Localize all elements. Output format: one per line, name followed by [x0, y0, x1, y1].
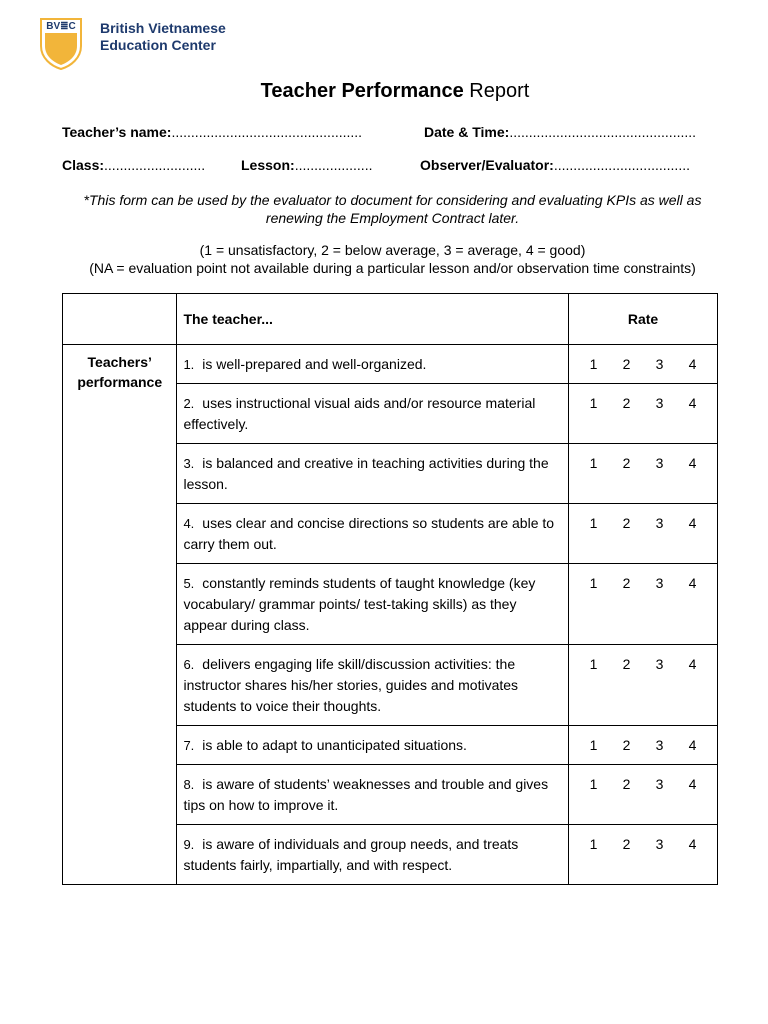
table-header-row [63, 294, 718, 345]
criterion-number: 9. [183, 837, 195, 852]
rating-cell [569, 345, 718, 384]
criterion-cell [177, 504, 569, 564]
rating-cell [569, 384, 718, 444]
criterion-cell [177, 564, 569, 645]
rating-option-4[interactable]: 4 [688, 395, 697, 411]
rating-option-2[interactable]: 2 [622, 656, 631, 672]
category-cell: Teachers’ performance [63, 345, 177, 885]
rating-option-3[interactable]: 3 [655, 395, 664, 411]
criterion-number: 5. [183, 576, 195, 591]
rating-cell [569, 765, 718, 825]
criterion-cell [177, 444, 569, 504]
lesson-blank[interactable]: .................... [294, 157, 373, 173]
rating-option-3[interactable]: 3 [655, 356, 664, 372]
rating-option-4[interactable]: 4 [688, 575, 697, 591]
rating-option-1[interactable]: 1 [589, 656, 598, 672]
rating-option-1[interactable]: 1 [589, 575, 598, 591]
rating-option-2[interactable]: 2 [622, 455, 631, 471]
criterion-text: uses instructional visual aids and/or resource material effectively. [183, 395, 536, 432]
rating-cell [569, 726, 718, 765]
lesson-label: Lesson: [241, 157, 295, 173]
evaluation-table [62, 293, 718, 885]
rating-option-2[interactable]: 2 [622, 395, 631, 411]
rating-option-3[interactable]: 3 [655, 836, 664, 852]
date-time-field[interactable] [424, 124, 696, 140]
criterion-number: 8. [183, 777, 195, 792]
org-line-1: British Vietnamese [100, 20, 226, 36]
date-time-blank[interactable]: ................................................ [509, 124, 697, 140]
criterion-text: is aware of students’ weaknesses and trouble and gives tips on how to improve it. [183, 776, 549, 813]
logo-lettering: BV≣C [46, 21, 76, 32]
rating-option-3[interactable]: 3 [655, 515, 664, 531]
rating-option-2[interactable]: 2 [622, 356, 631, 372]
class-label: Class: [62, 157, 105, 173]
na-note: (NA = evaluation point not available during a particular lesson and/or observation time constraints) [89, 260, 696, 276]
criterion-text: uses clear and concise directions so students are able to carry them out. [183, 515, 555, 552]
observer-label: Observer/Evaluator: [420, 157, 554, 173]
rating-option-4[interactable]: 4 [688, 776, 697, 792]
criterion-number: 4. [183, 516, 195, 531]
page-title [0, 80, 768, 103]
class-field[interactable] [62, 157, 205, 173]
title-suffix: Report [463, 80, 530, 102]
rating-option-2[interactable]: 2 [622, 737, 631, 753]
criterion-text: is aware of individuals and group needs, and treats students fairly, impartially, and with respect. [183, 836, 519, 873]
organization-name [100, 20, 226, 54]
rating-option-2[interactable]: 2 [622, 836, 631, 852]
criterion-text: is well-prepared and well-organized. [202, 356, 427, 372]
bvec-logo [38, 16, 84, 70]
rating-cell [569, 645, 718, 726]
title-main: Teacher Performance [260, 80, 464, 102]
rating-option-1[interactable]: 1 [589, 455, 598, 471]
category-header [63, 294, 177, 345]
criterion-cell [177, 765, 569, 825]
rating-option-3[interactable]: 3 [655, 776, 664, 792]
criterion-cell [177, 384, 569, 444]
teacher-name-blank[interactable]: ................................................. [171, 124, 363, 140]
rating-cell [569, 504, 718, 564]
rating-option-2[interactable]: 2 [622, 515, 631, 531]
form-note: *This form can be used by the evaluator to document for considering and evaluating KPIs as well as renewing the Employment Contract later. [83, 192, 702, 226]
table-body [63, 345, 718, 885]
rating-option-3[interactable]: 3 [655, 455, 664, 471]
rating-option-4[interactable]: 4 [688, 656, 697, 672]
criterion-text: constantly reminds students of taught knowledge (key vocabulary/ grammar points/ test-taking skills) as they appear during class. [183, 575, 536, 633]
rating-option-1[interactable]: 1 [589, 515, 598, 531]
criterion-number: 6. [183, 657, 195, 672]
criterion-cell [177, 345, 569, 384]
criterion-text: is able to adapt to unanticipated situations. [202, 737, 467, 753]
criterion-cell [177, 726, 569, 765]
criterion-number: 2. [183, 396, 195, 411]
criterion-number: 1. [183, 357, 195, 372]
rating-option-4[interactable]: 4 [688, 356, 697, 372]
rating-option-1[interactable]: 1 [589, 395, 598, 411]
criterion-number: 7. [183, 738, 195, 753]
rating-cell [569, 444, 718, 504]
rating-option-4[interactable]: 4 [688, 836, 697, 852]
rating-option-2[interactable]: 2 [622, 575, 631, 591]
teacher-header: The teacher... [177, 294, 569, 345]
criterion-text: delivers engaging life skill/discussion activities: the instructor shares his/her stories, guides and motivates students to voice their thoughts. [183, 656, 519, 714]
criterion-text: is balanced and creative in teaching activities during the lesson. [183, 455, 549, 492]
observer-blank[interactable]: ................................... [553, 157, 690, 173]
rating-option-4[interactable]: 4 [688, 737, 697, 753]
rating-cell [569, 564, 718, 645]
org-line-2: Education Center [100, 37, 216, 53]
date-time-label: Date & Time: [424, 124, 510, 140]
rating-cell [569, 825, 718, 885]
observer-field[interactable] [420, 157, 690, 173]
teacher-name-field[interactable] [62, 124, 362, 140]
criterion-cell [177, 825, 569, 885]
rating-option-1[interactable]: 1 [589, 836, 598, 852]
criterion-cell [177, 645, 569, 726]
rating-option-2[interactable]: 2 [622, 776, 631, 792]
rating-scale-note: (1 = unsatisfactory, 2 = below average, 3 = average, 4 = good) [199, 242, 586, 258]
rating-option-4[interactable]: 4 [688, 455, 697, 471]
rating-option-4[interactable]: 4 [688, 515, 697, 531]
class-blank[interactable]: .......................... [104, 157, 206, 173]
teacher-name-label: Teacher’s name: [62, 124, 172, 140]
rating-option-3[interactable]: 3 [655, 656, 664, 672]
rating-option-3[interactable]: 3 [655, 737, 664, 753]
rate-header: Rate [569, 294, 718, 345]
rating-option-1[interactable]: 1 [589, 356, 598, 372]
rating-option-1[interactable]: 1 [589, 776, 598, 792]
rating-option-3[interactable]: 3 [655, 575, 664, 591]
lesson-field[interactable] [241, 157, 372, 173]
table-row [63, 345, 718, 384]
rating-option-1[interactable]: 1 [589, 737, 598, 753]
criterion-number: 3. [183, 456, 195, 471]
